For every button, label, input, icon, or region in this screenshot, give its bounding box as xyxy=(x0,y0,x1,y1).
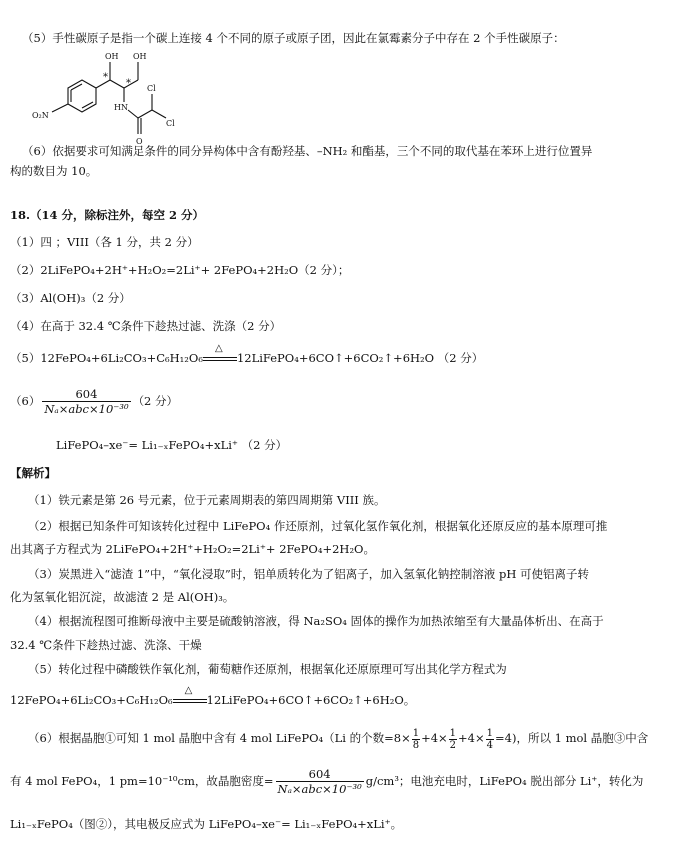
cl-label-2: Cl xyxy=(166,119,175,128)
q18-answer-1: （1）四 ；VIII（各 1 分，共 2 分） xyxy=(10,235,199,249)
analysis6-line2-a: 有 4 mol FePO₄，1 pm=10⁻¹⁰cm，故晶胞密度= xyxy=(10,774,274,788)
fraction-one-half xyxy=(449,728,457,751)
f2-den: 2 xyxy=(449,739,457,751)
analysis6-line2-b: g/cm³；电池充电时，LiFePO₄ 脱出部分 Li⁺，转化为 xyxy=(365,774,644,788)
density-fraction-2 xyxy=(276,767,364,797)
f3-num: 1 xyxy=(486,727,494,739)
fraction-numerator: 604 xyxy=(42,387,130,402)
q18-heading: 18.（14 分，除标注外，每空 2 分） xyxy=(10,208,205,222)
analysis-5-equation xyxy=(10,685,416,708)
delta-icon-2: △ xyxy=(184,685,193,696)
q17-part6-line2: 构的数目为 10。 xyxy=(10,164,98,178)
fraction2-denominator: Nₐ×abc×10⁻³⁰ xyxy=(277,782,362,796)
heat-arrow xyxy=(203,343,237,366)
analysis-2-line1: （2）根据已知条件可知该转化过程中 LiFePO₄ 作还原剂，过氧化氢作氧化剂，根据氧化还原反应的基本原理可推 xyxy=(28,519,608,533)
q18-answer-4: （4）在高于 32.4 ℃条件下趁热过滤、洗涤（2 分） xyxy=(10,319,282,333)
cl-label-1: Cl xyxy=(147,84,156,93)
f3-den: 4 xyxy=(486,739,494,751)
analysis-heading: 【解析】 xyxy=(10,466,56,480)
f1-num: 1 xyxy=(412,727,420,739)
fraction-one-quarter xyxy=(486,728,494,751)
q17-part5-text: （5）手性碳原子是指一个碳上连接 4 个不同的原子或原子团，因此在氯霉素分子中存在 2 个手性碳原子： xyxy=(22,31,565,45)
o2n-label: O₂N xyxy=(32,111,49,120)
q17-part6-line1: （6）依据要求可知满足条件的同分异构体中含有酚羟基、–NH₂ 和酯基，三个不同的取代基在苯环上进行位置异 xyxy=(22,144,593,158)
density-fraction xyxy=(42,387,130,417)
analysis5-products: 12LiFePO₄+6CO↑+6CO₂↑+6H₂O。 xyxy=(206,693,416,707)
chloramphenicol-structure xyxy=(10,48,210,158)
f2-num: 1 xyxy=(449,727,457,739)
heat-arrow-2 xyxy=(173,685,207,708)
fraction-one-eighth xyxy=(412,728,420,751)
analysis6-text-a: （6）根据晶胞①可知 1 mol 晶胞中含有 4 mol LiFePO₄（Li 的个数=8× xyxy=(28,731,411,745)
f1-den: 8 xyxy=(412,739,420,751)
fraction2-numerator: 604 xyxy=(276,767,364,782)
analysis-3-line2: 化为氢氧化铝沉淀，故滤渣 2 是 Al(OH)₃。 xyxy=(10,590,235,604)
oh-label-1: OH xyxy=(105,52,119,61)
q18-answer-2: （2）2LiFePO₄+2H⁺+H₂O₂=2Li⁺+ 2FePO₄+2H₂O（2 分）； xyxy=(10,263,350,277)
q18-answer-5 xyxy=(10,343,484,366)
answer5-reactants: （5）12FePO₄+6Li₂CO₃+C₆H₁₂O₆ xyxy=(10,351,203,365)
answer6-label: （6） xyxy=(10,394,41,408)
analysis6-text-d: =4)，所以 1 mol 晶胞③中含 xyxy=(495,731,649,745)
analysis-1: （1）铁元素是第 26 号元素，位于元素周期表的第四周期第 VIII 族。 xyxy=(28,493,386,507)
q18-answer-6 xyxy=(10,386,178,417)
analysis-6-line2 xyxy=(10,766,643,797)
chiral-star-1: * xyxy=(103,72,108,83)
delta-icon: △ xyxy=(214,343,223,354)
answer5-products: 12LiFePO₄+6CO↑+6CO₂↑+6H₂O （2 分） xyxy=(236,351,484,365)
analysis5-reactants: 12FePO₄+6Li₂CO₃+C₆H₁₂O₆ xyxy=(10,693,173,707)
analysis-4-line1: （4）根据流程图可推断母液中主要是硫酸钠溶液，得 Na₂SO₄ 固体的操作为加热浓缩至有大量晶体析出、在高于 xyxy=(28,614,604,628)
analysis6-text-c: +4× xyxy=(458,731,485,745)
analysis-5-line1: （5）转化过程中磷酸铁作氧化剂，葡萄糖作还原剂，根据氧化还原原理可写出其化学方程式为 xyxy=(28,662,507,676)
q18-answer-3: （3）Al(OH)₃（2 分） xyxy=(10,291,131,305)
analysis-3-line1: （3）炭黑进入“滤渣 1”中，“氧化浸取”时，铝单质转化为了铝离子，加入氢氧化钠控制溶液 pH 可使铝离子转 xyxy=(28,567,590,581)
analysis-6-line1 xyxy=(28,724,648,752)
oxygen-label: O xyxy=(136,137,143,146)
chiral-star-2: * xyxy=(126,78,131,89)
oh-label-2: OH xyxy=(133,52,147,61)
analysis-6-line3: Li₁₋ₓFePO₄（图②），其电极反应式为 LiFePO₄–xe⁻= Li₁₋ₓFePO₄+xLi⁺。 xyxy=(10,817,403,831)
hn-label: HN xyxy=(114,103,128,112)
q18-answer-6-line2: LiFePO₄–xe⁻= Li₁₋ₓFePO₄+xLi⁺ （2 分） xyxy=(56,438,288,452)
fraction-denominator: Nₐ×abc×10⁻³⁰ xyxy=(44,402,129,416)
analysis-2-line2: 出其离子方程式为 2LiFePO₄+2H⁺+H₂O₂=2Li⁺+ 2FePO₄+2H₂O。 xyxy=(10,542,375,556)
analysis-4-line2: 32.4 ℃条件下趁热过滤、洗涤、干燥 xyxy=(10,638,202,652)
answer6-points: （2 分） xyxy=(132,394,179,408)
analysis6-text-b: +4× xyxy=(421,731,448,745)
